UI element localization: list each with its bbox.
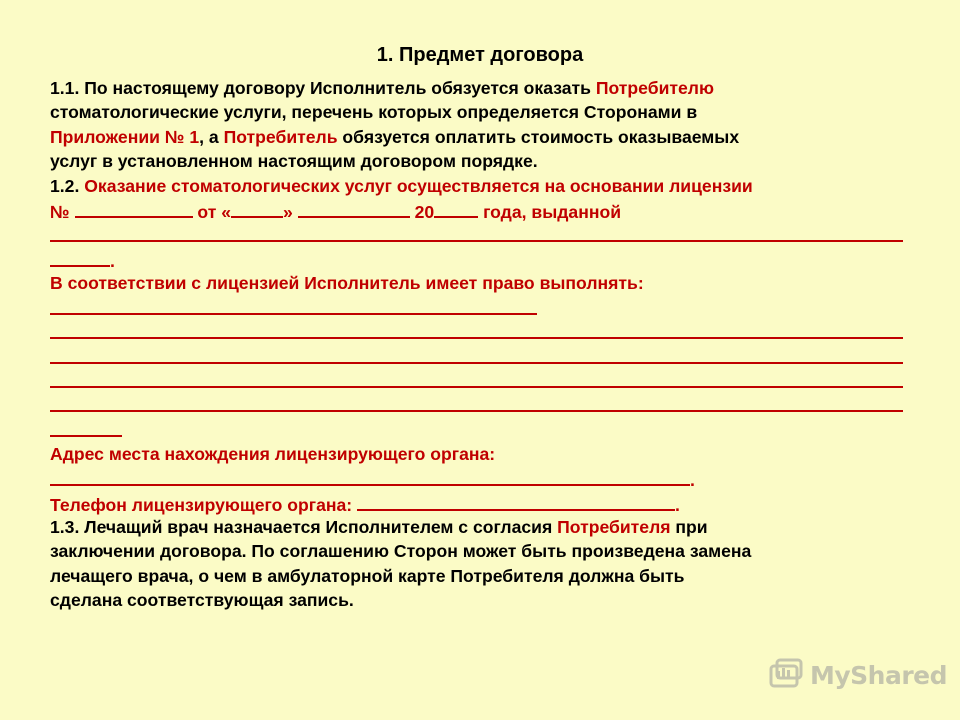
consumer-term: Потребителю [595, 78, 714, 98]
p3-text: при [670, 517, 708, 538]
issuer-blank-line[interactable] [50, 222, 920, 246]
rights-blank-1[interactable] [50, 296, 920, 320]
p3-line2: заключении договора. По соглашению Сторон может быть произведена замена [50, 541, 752, 562]
year-prefix: 20 [414, 201, 435, 222]
address-line [50, 466, 920, 490]
license-clause-text: Оказание стоматологических услуг осуществляется на основании лицензии [84, 175, 753, 196]
rights-blank-3[interactable] [50, 344, 920, 368]
watermark [768, 655, 947, 695]
p2-line1 [50, 174, 920, 198]
p3-line1 [50, 515, 920, 539]
p3-text: 1.3. Лечащий врач назначается Исполнителем с согласия [50, 517, 558, 538]
p1-line4: услуг в установленном настоящим договором порядке. [50, 151, 538, 172]
period: . [690, 470, 695, 491]
rights-blank-5[interactable] [50, 393, 920, 417]
p2-line4 [50, 247, 920, 271]
myshared-logo-icon [768, 657, 804, 693]
p2-line2 [50, 198, 920, 222]
address-label: Адрес места нахождения лицензирующего органа: [50, 443, 496, 464]
slide-title: 1. Предмет договора [376, 44, 584, 66]
consumer-term: Потребителя [557, 517, 671, 538]
rights-label: В соответствии с лицензией Исполнитель имеет право выполнять: [50, 273, 644, 294]
appendix-ref: Приложении № 1 [50, 126, 200, 147]
p1-line2: стоматологические услуги, перечень которых определяется Сторонами в [50, 102, 698, 123]
p3-line4: сделана соответствующая запись. [50, 590, 354, 611]
watermark-text: MyShared [810, 660, 948, 690]
p3-line3: лечащего врача, о чем в амбулаторной карте Потребителя должна быть [50, 565, 685, 586]
phone-label: Телефон лицензирующего органа: [50, 494, 353, 515]
quote-close: » [283, 201, 293, 222]
period: . [110, 250, 115, 271]
p1-line1 [50, 76, 920, 100]
rights-blank-2[interactable] [50, 320, 920, 344]
license-day-blank[interactable] [231, 198, 283, 218]
license-number-blank[interactable] [75, 198, 193, 218]
p1-text: 1.1. По настоящему договору Исполнитель обязуется оказать [50, 78, 596, 98]
p1-line3 [50, 125, 920, 149]
issued-by-label: года, выданной [483, 201, 622, 222]
contract-body [50, 76, 920, 613]
license-month-blank[interactable] [298, 198, 410, 218]
issuer-blank-end[interactable] [50, 247, 110, 267]
period: . [675, 494, 680, 515]
phone-line [50, 491, 920, 515]
phone-blank[interactable] [357, 491, 675, 511]
rights-blank-4[interactable] [50, 369, 920, 393]
license-date-label: от « [197, 201, 232, 222]
license-number-label: № [50, 201, 70, 222]
license-year-blank[interactable] [434, 198, 478, 218]
clause-number: 1.2. [50, 175, 85, 196]
consumer-term: Потребитель [223, 126, 338, 147]
rights-blank-6[interactable] [50, 417, 920, 441]
p1-text: , а [199, 126, 224, 147]
address-blank[interactable] [50, 466, 690, 486]
p1-text: обязуется оплатить стоимость оказываемых [337, 126, 740, 147]
